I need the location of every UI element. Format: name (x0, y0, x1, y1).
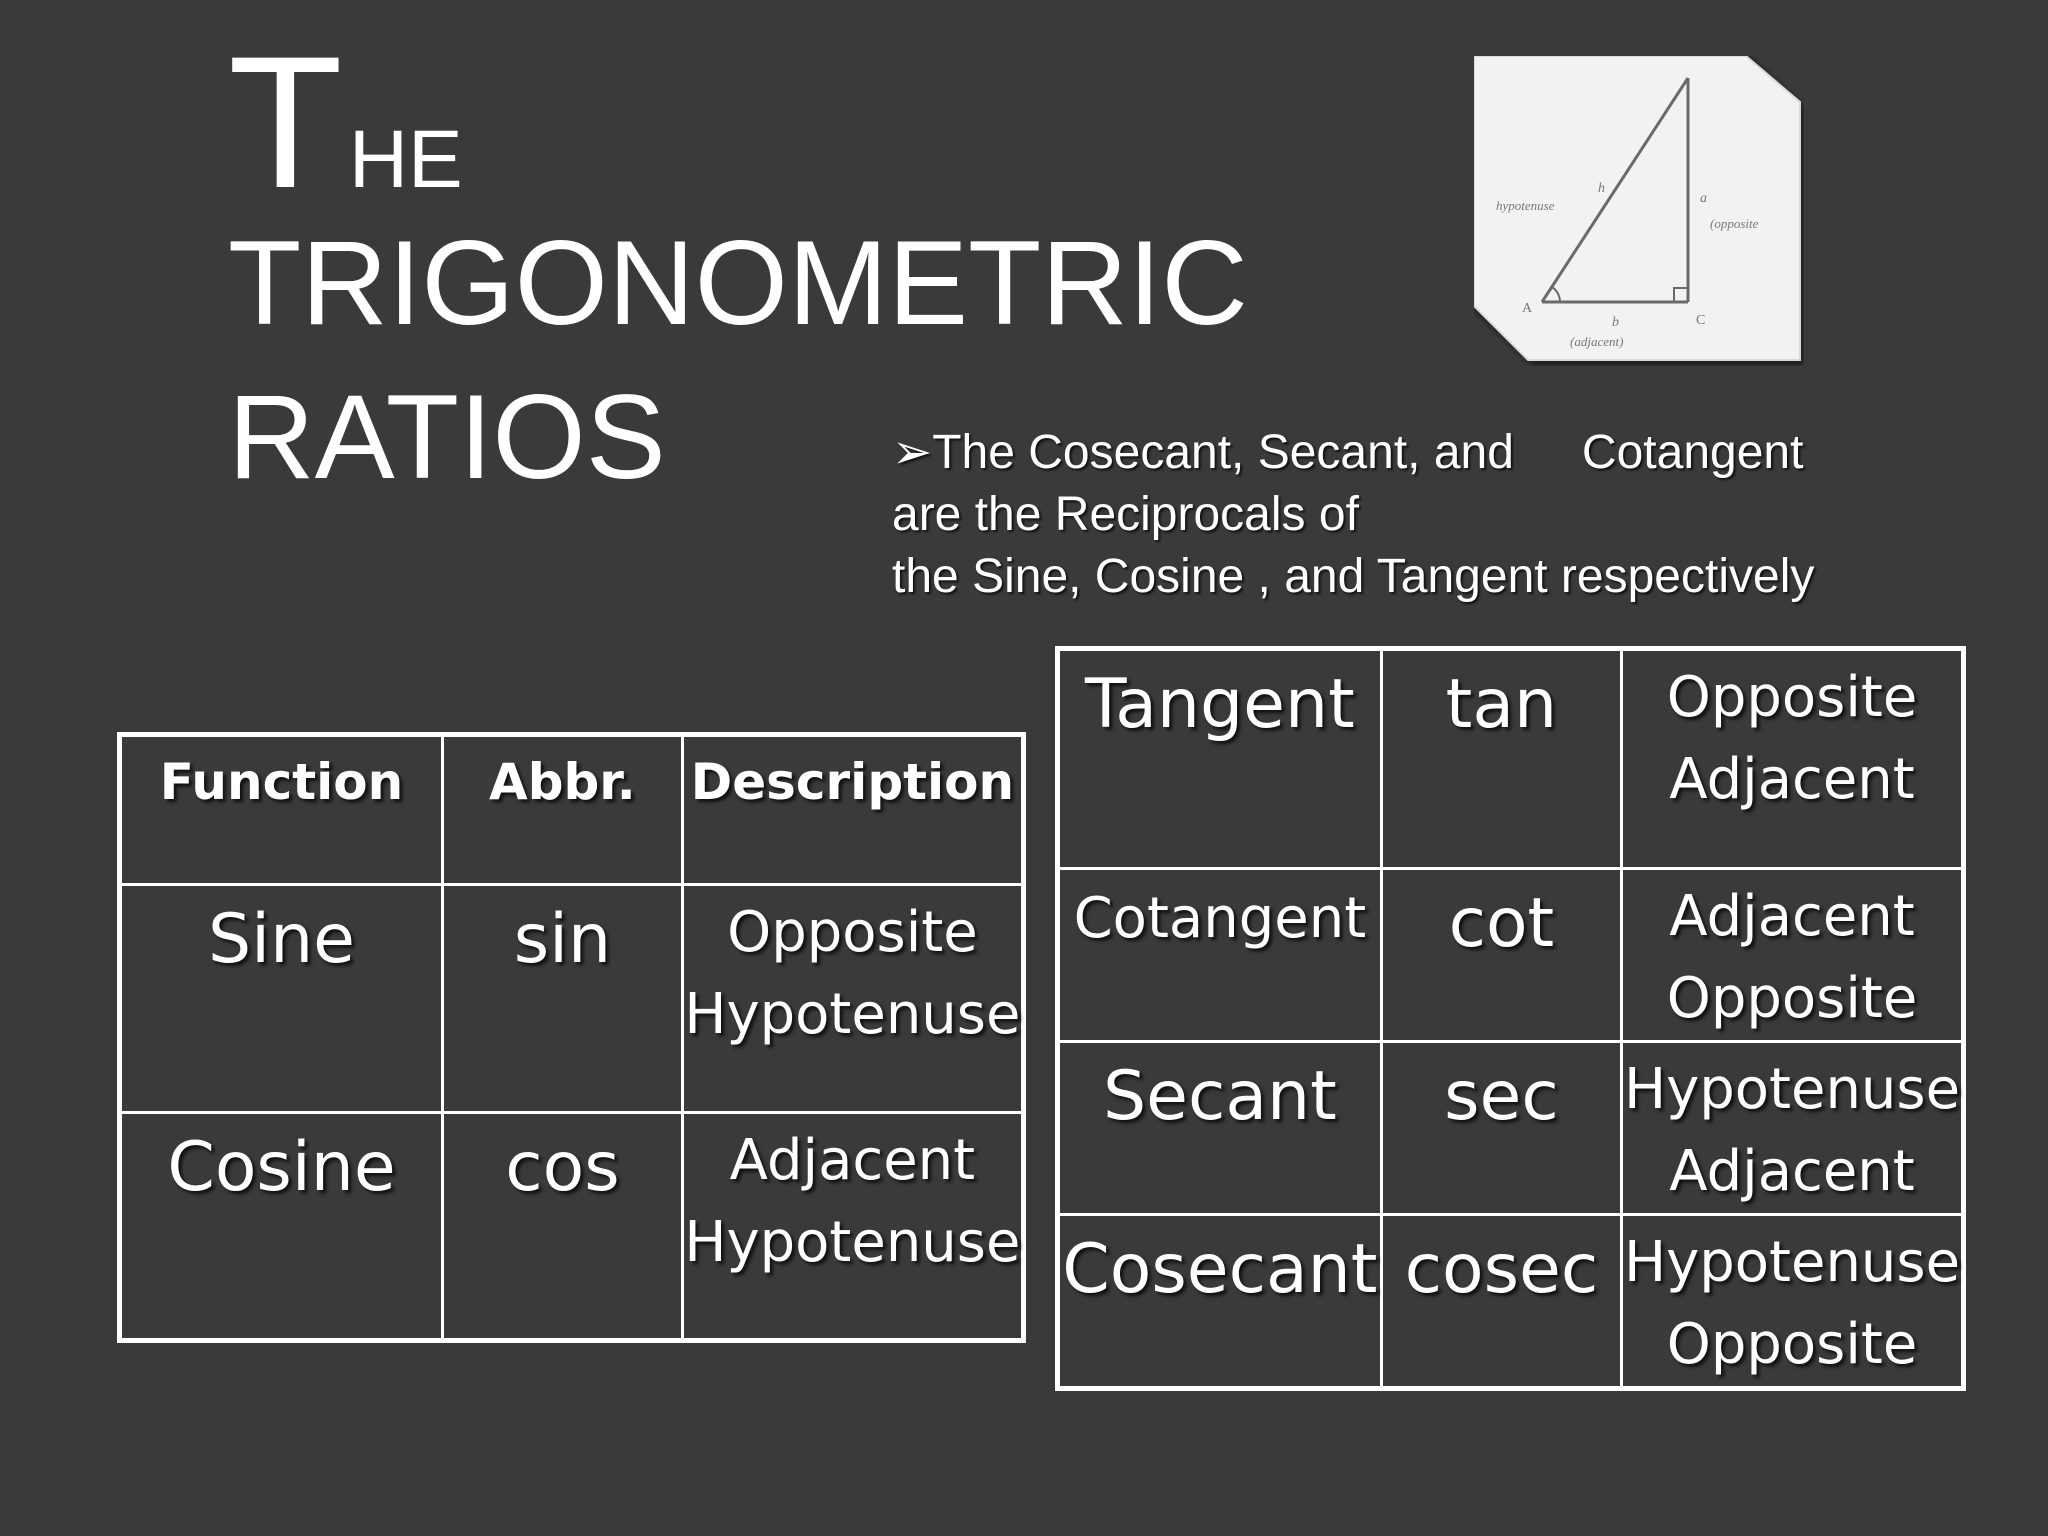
title-first-letter: T (228, 17, 343, 227)
title-line-2: TRIGONOMETRIC (228, 216, 1248, 350)
note-line-3: the Sine, Cosine , and Tangent respectively (892, 550, 1815, 603)
note-line-2: are the Reciprocals of (892, 488, 1359, 541)
abbr-cell: tan (1381, 649, 1621, 869)
vertex-c-label: C (1696, 313, 1706, 328)
title-line-3: RATIOS (228, 370, 666, 504)
function-cell: Cotangent (1058, 869, 1382, 1042)
note-line-1a: The Cosecant, Secant, and (932, 426, 1514, 479)
function-cell: Cosine (120, 1113, 443, 1341)
table-row (1058, 1042, 1964, 1215)
reciprocal-ratios-table (1055, 646, 1966, 1391)
h-label: h (1598, 181, 1605, 196)
table-row (1058, 869, 1964, 1042)
description-cell: Adjacent Hypotenuse (682, 1113, 1023, 1341)
opposite-label: (opposite (1710, 216, 1759, 231)
description-cell: Opposite Adjacent (1622, 649, 1964, 869)
description-cell: Hypotenuse Opposite (1622, 1215, 1964, 1389)
primary-ratios-table (117, 732, 1026, 1343)
a-label: a (1700, 191, 1707, 206)
note-line-1b: Cotangent (1581, 426, 1804, 479)
header-function: Function (120, 735, 443, 885)
right-triangle-figure (1474, 56, 1804, 366)
bullet-arrow-icon: ➢ (892, 426, 933, 479)
hypotenuse-label: hypotenuse (1496, 198, 1555, 213)
reciprocals-note (892, 422, 2012, 608)
table-row (120, 885, 1024, 1113)
b-label: b (1612, 315, 1619, 330)
table-row (120, 1113, 1024, 1341)
table-header-row (120, 735, 1024, 885)
vertex-a-label: A (1522, 301, 1533, 316)
function-cell: Sine (120, 885, 443, 1113)
abbr-cell: cosec (1381, 1215, 1621, 1389)
function-cell: Tangent (1058, 649, 1382, 869)
description-cell: Adjacent Opposite (1622, 869, 1964, 1042)
function-cell: Secant (1058, 1042, 1382, 1215)
title-first-rest: HE (348, 114, 463, 205)
title-line-1 (228, 17, 1248, 227)
triangle-diagram (1474, 56, 1804, 366)
description-cell: Opposite Hypotenuse (682, 885, 1023, 1113)
abbr-cell: sec (1381, 1042, 1621, 1215)
description-cell: Hypotenuse Adjacent (1622, 1042, 1964, 1215)
abbr-cell: sin (443, 885, 683, 1113)
header-description: Description (682, 735, 1023, 885)
table-row (1058, 1215, 1964, 1389)
note-line-1 (892, 422, 2012, 484)
abbr-cell: cos (443, 1113, 683, 1341)
header-abbr: Abbr. (443, 735, 683, 885)
adjacent-label: (adjacent) (1570, 334, 1624, 349)
abbr-cell: cot (1381, 869, 1621, 1042)
table-row (1058, 649, 1964, 869)
function-cell: Cosecant (1058, 1215, 1382, 1389)
